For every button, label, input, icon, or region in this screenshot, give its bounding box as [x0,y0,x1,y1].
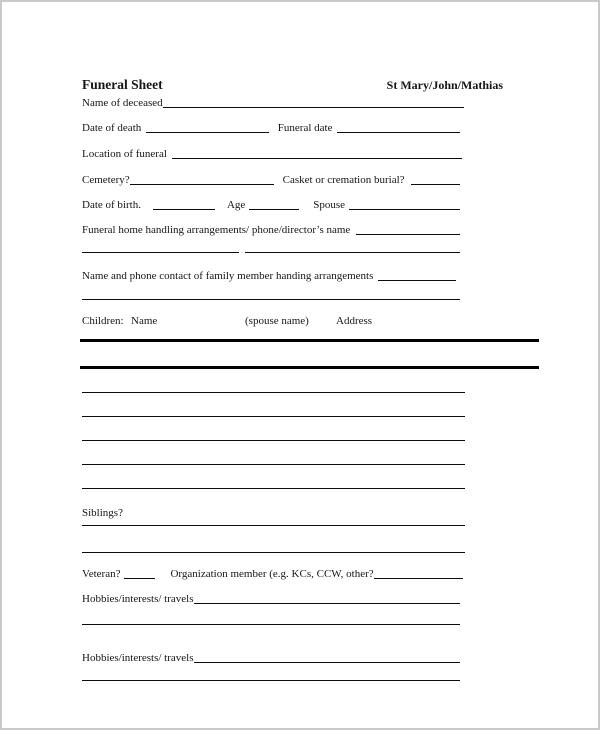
hobbies-blank-2 [194,651,460,663]
name-of-deceased-blank [163,96,464,108]
cemetery-row [82,171,460,187]
hobbies-label-2: Hobbies/interests/ travels [82,652,194,664]
siblings-line-2 [82,552,465,553]
location-row [82,145,462,161]
siblings-row [82,506,123,520]
children-entry-line-7 [82,488,465,489]
children-entry-line-3 [82,392,465,393]
organization-blank [374,567,463,579]
veteran-row [82,565,463,581]
family-contact-line [82,299,460,300]
organization-label: Organization member (e.g. KCs, CCW, other? [170,568,374,580]
children-label: Children: [82,315,124,327]
siblings-line-1 [82,525,465,526]
funeral-home-label: Funeral home handling arrangements/ phone/director’s name [82,224,351,236]
date-of-death-label: Date of death [82,122,142,134]
hobbies-row-2 [82,649,460,665]
funeral-date-blank [337,121,460,133]
death-date-row [82,119,460,135]
location-of-funeral-blank [172,147,462,159]
children-column-name: Name [131,315,158,327]
veteran-label: Veteran? [82,568,121,580]
name-of-deceased-row [82,94,464,110]
children-entry-line-2 [80,366,539,369]
age-blank [249,198,299,210]
funeral-home-continuation-row [82,239,460,251]
hobbies-line-2 [82,680,460,681]
family-contact-label: Name and phone contact of family member handing arrangements [82,270,374,282]
children-header-row [82,314,462,328]
siblings-label: Siblings? [82,507,123,519]
date-of-birth-label: Date of birth. [82,199,141,211]
document-title: Funeral Sheet [82,77,163,92]
veteran-blank [124,567,155,579]
casket-cremation-label: Casket or cremation burial? [282,174,405,186]
hobbies-label-1: Hobbies/interests/ travels [82,593,194,605]
funeral-date-label: Funeral date [277,122,333,134]
funeral-home-blank-3 [245,241,460,253]
date-of-birth-blank [153,198,215,210]
spouse-label: Spouse [313,199,346,211]
family-contact-blank [378,269,456,281]
birth-row [82,196,460,212]
location-of-funeral-label: Location of funeral [82,148,167,160]
children-entry-line-1 [80,339,539,342]
hobbies-line-1 [82,624,460,625]
casket-cremation-blank [411,173,460,185]
hobbies-row-1 [82,590,460,606]
funeral-home-row [82,221,460,237]
funeral-home-blank-2 [82,241,239,253]
header-row [82,78,503,92]
cemetery-label: Cemetery? [82,174,130,186]
children-entry-line-5 [82,440,465,441]
children-column-address: Address [336,315,373,327]
children-entry-line-6 [82,464,465,465]
name-of-deceased-label: Name of deceased [82,97,163,109]
parish-name: St Mary/John/Mathias [386,78,503,92]
family-contact-row [82,267,456,283]
children-entry-line-4 [82,416,465,417]
children-column-spouse: (spouse name) [245,315,309,327]
date-of-death-blank [146,121,269,133]
cemetery-blank [130,173,274,185]
age-label: Age [226,199,246,211]
hobbies-blank-1 [194,592,460,604]
spouse-blank [349,198,460,210]
funeral-home-blank [356,223,460,235]
